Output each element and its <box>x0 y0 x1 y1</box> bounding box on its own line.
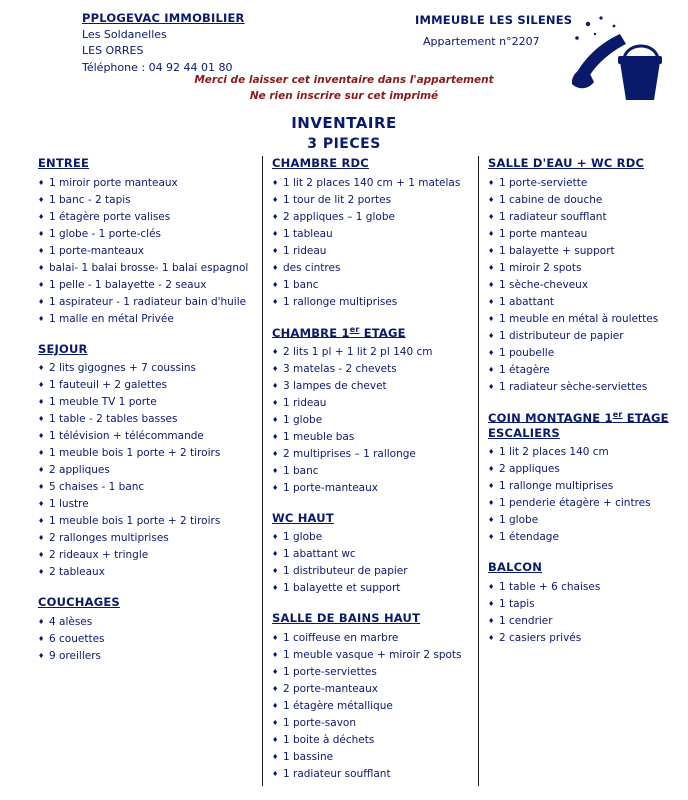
inventory-item: ♦ 1 globe - 1 porte-clés <box>38 226 258 243</box>
section-heading: SALLE DE BAINS HAUT <box>272 611 421 626</box>
section-item-list <box>488 579 688 647</box>
inventory-item: ♦ 1 radiateur sèche-serviettes <box>488 379 688 396</box>
section-item-list <box>488 444 688 546</box>
inventory-item: ♦ 1 globe <box>488 512 688 529</box>
inventory-item: ♦ 1 abattant <box>488 294 688 311</box>
inventory-item: ♦ 1 lit 2 places 140 cm + 1 matelas <box>272 175 472 192</box>
inventory-item: ♦ 1 banc - 2 tapis <box>38 192 258 209</box>
inventory-item: ♦ 1 étagère métallique <box>272 698 472 715</box>
inventory-columns <box>10 156 678 792</box>
section-heading: BALCON <box>488 560 543 575</box>
inventory-item: ♦ 1 fauteuil + 2 galettes <box>38 377 258 394</box>
inventory-item: ♦ 1 meuble TV 1 porte <box>38 394 258 411</box>
inventory-item: ♦ 5 chaises - 1 banc <box>38 479 258 496</box>
inventory-item: ♦ 1 rallonge multiprises <box>488 478 688 495</box>
agency-name: PPLOGEVAC IMMOBILIER <box>82 11 245 25</box>
section-item-list <box>272 529 472 597</box>
section-heading: SALLE D'EAU + WC RDC <box>488 156 645 170</box>
inventory-column-2 <box>272 156 472 785</box>
section-heading: CHAMBRE 1er ETAGE <box>272 324 406 340</box>
inventory-item: ♦ 1 penderie étagère + cintres <box>488 495 688 512</box>
section-heading: ENTREE <box>38 156 90 170</box>
inventory-item: ♦ 2 appliques – 1 globe <box>272 209 472 226</box>
inventory-item: ♦ 1 poubelle <box>488 345 688 362</box>
inventory-item: ♦ 3 lampes de chevet <box>272 378 472 395</box>
inventory-item: ♦ 1 radiateur soufflant <box>272 766 472 783</box>
inventory-item: ♦ 1 banc <box>272 277 472 294</box>
inventory-item: ♦ 1 tableau <box>272 226 472 243</box>
inventory-item: ♦ 2 appliques <box>38 462 258 479</box>
inventory-section <box>272 325 472 497</box>
inventory-section <box>488 560 688 647</box>
inventory-item: ♦ 1 distributeur de papier <box>488 328 688 345</box>
inventory-item: ♦ 1 miroir porte manteaux <box>38 175 258 192</box>
section-heading: SEJOUR <box>38 341 88 356</box>
inventory-item: ♦ 6 couettes <box>38 631 258 648</box>
notice-line-2: Ne rien inscrire sur cet imprimé <box>249 90 439 103</box>
inventory-item: ♦ 1 distributeur de papier <box>272 563 472 580</box>
section-heading: COUCHAGES <box>38 595 120 610</box>
inventory-item: ♦ 2 tableaux <box>38 564 258 581</box>
inventory-section <box>38 595 258 665</box>
section-heading: COIN MONTAGNE 1er ETAGE ESCALIERS <box>488 409 669 440</box>
inventory-item: ♦ 1 rideau <box>272 395 472 412</box>
inventory-item: ♦ 1 globe <box>272 412 472 429</box>
inventory-item: ♦ 1 meuble bas <box>272 429 472 446</box>
agency-address-line1: Les Soldanelles <box>82 27 167 41</box>
inventory-item: ♦ 1 tour de lit 2 portes <box>272 192 472 209</box>
inventory-item: ♦ 1 banc <box>272 463 472 480</box>
inventory-column-3 <box>488 156 688 649</box>
inventory-item: ♦ 1 malle en métal Privée <box>38 311 258 328</box>
inventory-item: ♦ 1 porte-savon <box>272 715 472 732</box>
inventory-item: ♦ 1 abattant wc <box>272 546 472 563</box>
inventory-section <box>38 342 258 582</box>
inventory-item: ♦ 1 meuble en métal à roulettes <box>488 311 688 328</box>
inventory-item: ♦ 1 étagère <box>488 362 688 379</box>
inventory-item: ♦ 1 télévision + télécommande <box>38 428 258 445</box>
section-item-list <box>272 344 472 497</box>
inventory-section <box>272 156 472 311</box>
inventory-item: ♦ 1 porte-serviettes <box>272 664 472 681</box>
inventory-item: ♦ 1 porte-manteaux <box>272 480 472 497</box>
inventory-item: ♦ 1 cendrier <box>488 613 688 630</box>
inventory-section <box>272 611 472 783</box>
inventory-item: ♦ 1 balayette et support <box>272 580 472 597</box>
section-item-list <box>272 630 472 783</box>
inventory-column-1 <box>38 156 258 667</box>
apartment-number: Appartement n°2207 <box>423 34 540 48</box>
column-divider-1 <box>262 156 263 786</box>
inventory-item: ♦ 9 oreillers <box>38 648 258 665</box>
document-header <box>10 6 678 154</box>
notice-line-1: Merci de laisser cet inventaire dans l'appartement <box>194 74 494 86</box>
inventory-item: ♦ des cintres <box>272 260 472 277</box>
inventory-item: ♦ 2 rideaux + tringle <box>38 547 258 564</box>
inventory-item: ♦ 1 cabine de douche <box>488 192 688 209</box>
notice-text <box>10 72 678 105</box>
inventory-item: ♦ 1 porte-manteaux <box>38 243 258 260</box>
agency-phone: Téléphone : 04 92 44 01 80 <box>82 60 233 74</box>
inventory-item: ♦ 1 tapis <box>488 596 688 613</box>
inventory-section <box>488 410 688 547</box>
inventory-section <box>272 511 472 598</box>
column-divider-2 <box>478 156 479 786</box>
title-line-1: INVENTAIRE <box>291 114 397 132</box>
building-block <box>415 10 572 53</box>
inventory-item: ♦ 1 rallonge multiprises <box>272 294 472 311</box>
section-item-list <box>38 614 258 665</box>
inventory-item: ♦ 1 globe <box>272 529 472 546</box>
inventory-item: ♦ 1 meuble vasque + miroir 2 spots <box>272 647 472 664</box>
section-item-list <box>488 175 688 396</box>
agency-block <box>82 10 245 75</box>
building-name: IMMEUBLE LES SILENES <box>415 13 573 27</box>
inventory-item: ♦ 4 alèses <box>38 614 258 631</box>
inventory-item: ♦ 1 boite à déchets <box>272 732 472 749</box>
inventory-item: ♦ 1 porte-serviette <box>488 175 688 192</box>
document-title <box>10 114 678 152</box>
inventory-item: ♦ 1 table - 2 tables basses <box>38 411 258 428</box>
inventory-item: ♦ 1 lit 2 places 140 cm <box>488 444 688 461</box>
inventory-item: ♦ 2 casiers privés <box>488 630 688 647</box>
inventory-item: ♦ 2 lits 1 pl + 1 lit 2 pl 140 cm <box>272 344 472 361</box>
inventory-item: ♦ 1 porte manteau <box>488 226 688 243</box>
inventory-section <box>488 156 688 396</box>
inventory-item: ♦ 2 rallonges multiprises <box>38 530 258 547</box>
title-line-2: 3 PIECES <box>307 136 381 152</box>
inventory-item: ♦ 2 lits gigognes + 7 coussins <box>38 360 258 377</box>
inventory-item: ♦ 2 porte-manteaux <box>272 681 472 698</box>
inventory-item: ♦ 2 multiprises – 1 rallonge <box>272 446 472 463</box>
section-heading: CHAMBRE RDC <box>272 156 369 170</box>
inventory-item: ♦ 1 meuble bois 1 porte + 2 tiroirs <box>38 513 258 530</box>
inventory-item: ♦ 1 lustre <box>38 496 258 513</box>
inventory-item: ♦ 1 table + 6 chaises <box>488 579 688 596</box>
inventory-item: ♦ 1 meuble bois 1 porte + 2 tiroirs <box>38 445 258 462</box>
inventory-item: ♦ balai- 1 balai brosse- 1 balai espagnol <box>38 260 258 277</box>
inventory-item: ♦ 1 rideau <box>272 243 472 260</box>
agency-address-line2: LES ORRES <box>82 43 144 57</box>
inventory-item: ♦ 3 matelas - 2 chevets <box>272 361 472 378</box>
inventory-item: ♦ 1 étendage <box>488 529 688 546</box>
inventory-item: ♦ 1 étagère porte valises <box>38 209 258 226</box>
inventory-item: ♦ 1 miroir 2 spots <box>488 260 688 277</box>
inventory-item: ♦ 2 appliques <box>488 461 688 478</box>
section-item-list <box>38 360 258 581</box>
inventory-item: ♦ 1 pelle - 1 balayette - 2 seaux <box>38 277 258 294</box>
section-heading: WC HAUT <box>272 510 334 525</box>
inventory-section <box>38 156 258 328</box>
inventory-item: ♦ 1 radiateur soufflant <box>488 209 688 226</box>
inventory-item: ♦ 1 coiffeuse en marbre <box>272 630 472 647</box>
inventory-item: ♦ 1 bassine <box>272 749 472 766</box>
section-item-list <box>272 175 472 311</box>
inventory-item: ♦ 1 balayette + support <box>488 243 688 260</box>
section-item-list <box>38 175 258 328</box>
inventory-item: ♦ 1 aspirateur - 1 radiateur bain d'huile <box>38 294 258 311</box>
inventory-item: ♦ 1 sèche-cheveux <box>488 277 688 294</box>
